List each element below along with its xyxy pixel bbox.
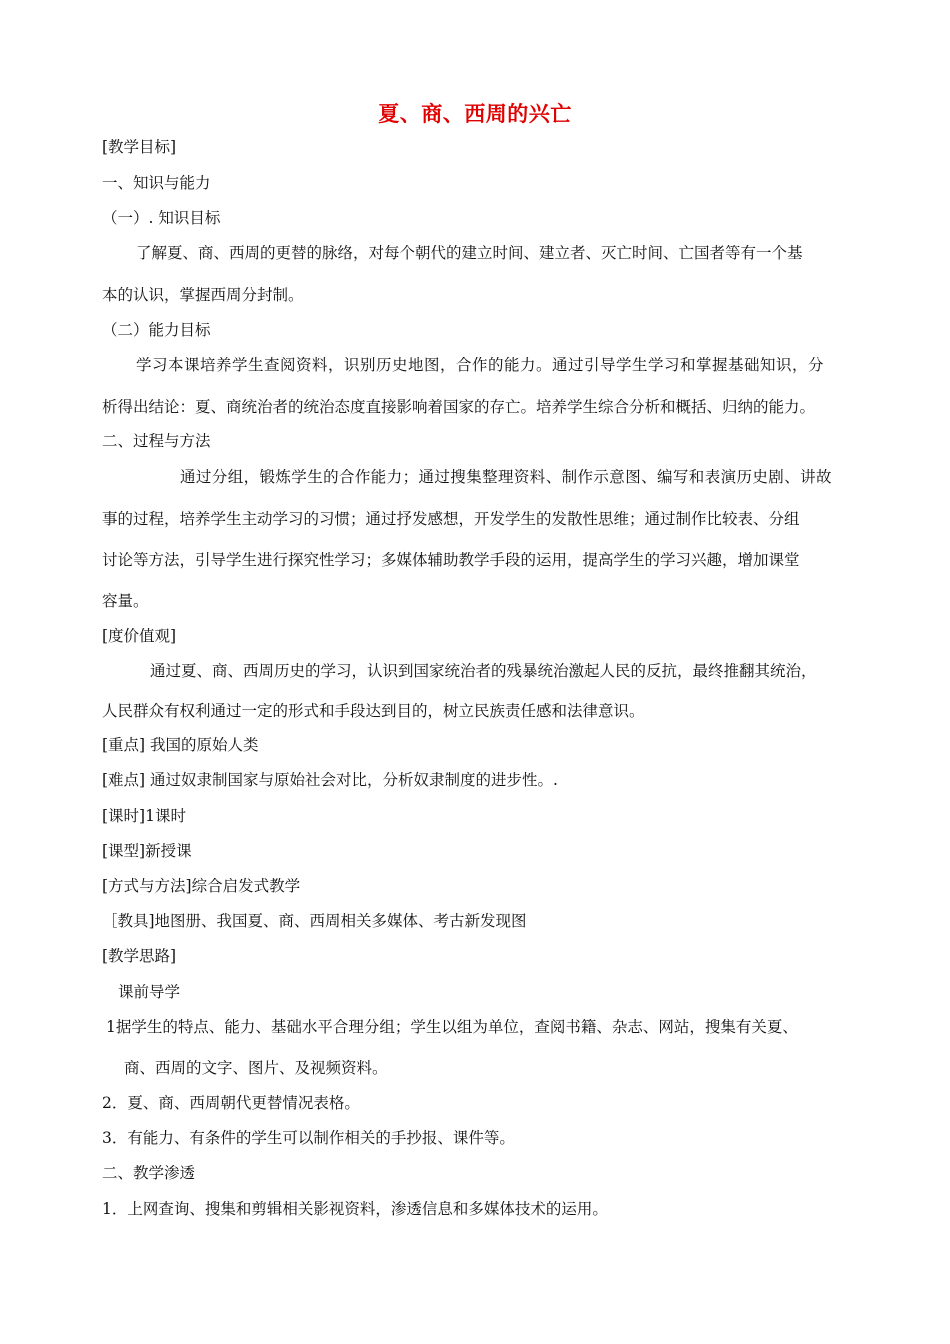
pre-study-heading: 课前导学 — [118, 983, 181, 1001]
pre-study-item-2: 2．夏、商、西周朝代更替情况表格。 — [102, 1094, 360, 1112]
knowledge-goal-line-1 — [136, 242, 866, 264]
class-type: [课型]新授课 — [102, 842, 192, 860]
process-line-3: 讨论等方法，引导学生进行探究性学习；多媒体辅助教学手段的运用，提高学生的学习兴趣，增加课堂 — [102, 551, 800, 569]
section-knowledge-ability: 一、知识与能力 — [102, 174, 211, 192]
subsection-knowledge-goal: （一）. 知识目标 — [102, 209, 221, 227]
pre-study-item-1-line-1: 1据学生的特点、能力、基础水平合理分组；学生以组为单位，查阅书籍、杂志、网站，搜集有关夏、 — [106, 1018, 798, 1036]
pre-study-item-1-line-2: 商、西周的文字、图片、及视频资料。 — [124, 1059, 388, 1077]
key-point: [重点] 我国的原始人类 — [102, 736, 259, 754]
class-hours: [课时]1课时 — [102, 807, 186, 825]
knowledge-goal-line-2: 本的认识，掌握西周分封制。 — [102, 286, 304, 304]
teaching-tools: ［教具]地图册、我国夏、商、西周相关多媒体、考古新发现图 — [102, 912, 527, 930]
teaching-method: [方式与方法]综合启发式教学 — [102, 877, 301, 895]
process-line-2: 事的过程，培养学生主动学习的习惯；通过抒发感想，开发学生的发散性思维；通过制作比较表、分组 — [102, 510, 800, 528]
process-line-4: 容量。 — [102, 592, 149, 610]
difficult-point: [难点] 通过奴隶制国家与原始社会对比，分析奴隶制度的进步性。. — [102, 771, 558, 789]
values-line-2: 人民群众有权利通过一定的形式和手段达到目的，树立民族责任感和法律意识。 — [102, 702, 645, 720]
ability-goal-line-2: 析得出结论：夏、商统治者的统治态度直接影响着国家的存亡。培养学生综合分析和概括、归纳的能力。 — [102, 398, 816, 416]
section-process-method: 二、过程与方法 — [102, 432, 211, 450]
ability-goal-line-1: 学习本课培养学生查阅资料，识别历史地图，合作的能力。通过引导学生学习和掌握基础知识，分 — [136, 356, 825, 374]
objectives-heading: [教学目标] — [102, 138, 177, 156]
teaching-approach-heading: [教学思路] — [102, 947, 177, 965]
knowledge-goal-text-1: 了解夏、商、西周的更替的脉络，对每个朝代的建立时间、建立者、灭亡时间、亡国者等有一个基 — [136, 244, 803, 262]
pre-study-item-3: 3．有能力、有条件的学生可以制作相关的手抄报、课件等。 — [102, 1129, 515, 1147]
infiltration-item-1: 1．上网查询、搜集和剪辑相关影视资料，渗透信息和多媒体技术的运用。 — [102, 1200, 608, 1218]
document-title: 夏、商、西周的兴亡 — [378, 101, 572, 126]
values-line-1: 通过夏、商、西周历史的学习，认识到国家统治者的残暴统治激起人民的反抗，最终推翻其统治， — [150, 662, 817, 680]
section-teaching-infiltration: 二、教学渗透 — [102, 1164, 196, 1182]
process-line-1: 通过分组，锻炼学生的合作能力；通过搜集整理资料、制作示意图、编写和表演历史剧、讲故 — [180, 468, 832, 486]
subsection-ability-goal: （二）能力目标 — [102, 321, 211, 339]
values-heading: [度价值观] — [102, 627, 177, 645]
